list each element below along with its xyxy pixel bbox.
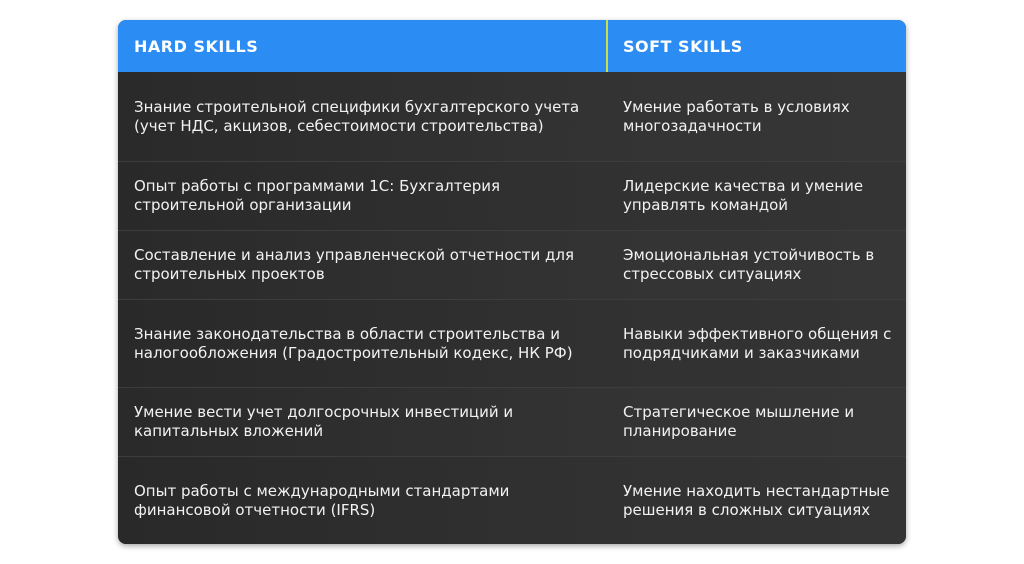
table-row: [118, 299, 906, 387]
soft-skill-cell: Лидерские качества и умение управлять командой: [623, 177, 864, 214]
skills-table: [118, 20, 906, 544]
hard-skill-cell: Опыт работы с программами 1С: Бухгалтерия строительной организации: [134, 177, 501, 214]
table-row: [118, 456, 906, 544]
table-row: [118, 72, 906, 161]
header-hard-skills: HARD SKILLS: [118, 20, 608, 72]
table-row: [118, 230, 906, 299]
soft-skill-cell: Навыки эффективного общения с подрядчиками и заказчиками: [623, 324, 892, 362]
table-body: [118, 72, 906, 544]
soft-skill-cell: Эмоциональная устойчивость в стрессовых ситуациях: [623, 246, 875, 283]
table-row: [118, 387, 906, 456]
hard-skill-cell: Составление и анализ управленческой отчетности для строительных проектов: [134, 246, 574, 283]
header-soft-skills: SOFT SKILLS: [623, 36, 743, 56]
table-row: [118, 161, 906, 230]
soft-skill-cell: Стратегическое мышление и планирование: [623, 403, 855, 440]
hard-skill-cell: Знание законодательства в области строительства и налогообложения (Градостроительный кодекс, НК РФ): [134, 324, 573, 362]
soft-skill-cell: Умение находить нестандартные решения в сложных ситуациях: [623, 481, 890, 519]
hard-skill-cell: Умение вести учет долгосрочных инвестиций и капитальных вложений: [134, 403, 514, 440]
table-header: [118, 20, 906, 72]
hard-skill-cell: Знание строительной специфики бухгалтерского учета (учет НДС, акцизов, себестоимости строительства): [134, 97, 580, 135]
hard-skill-cell: Опыт работы с международными стандартами финансовой отчетности (IFRS): [134, 481, 510, 519]
soft-skill-cell: Умение работать в условиях многозадачности: [623, 97, 850, 135]
